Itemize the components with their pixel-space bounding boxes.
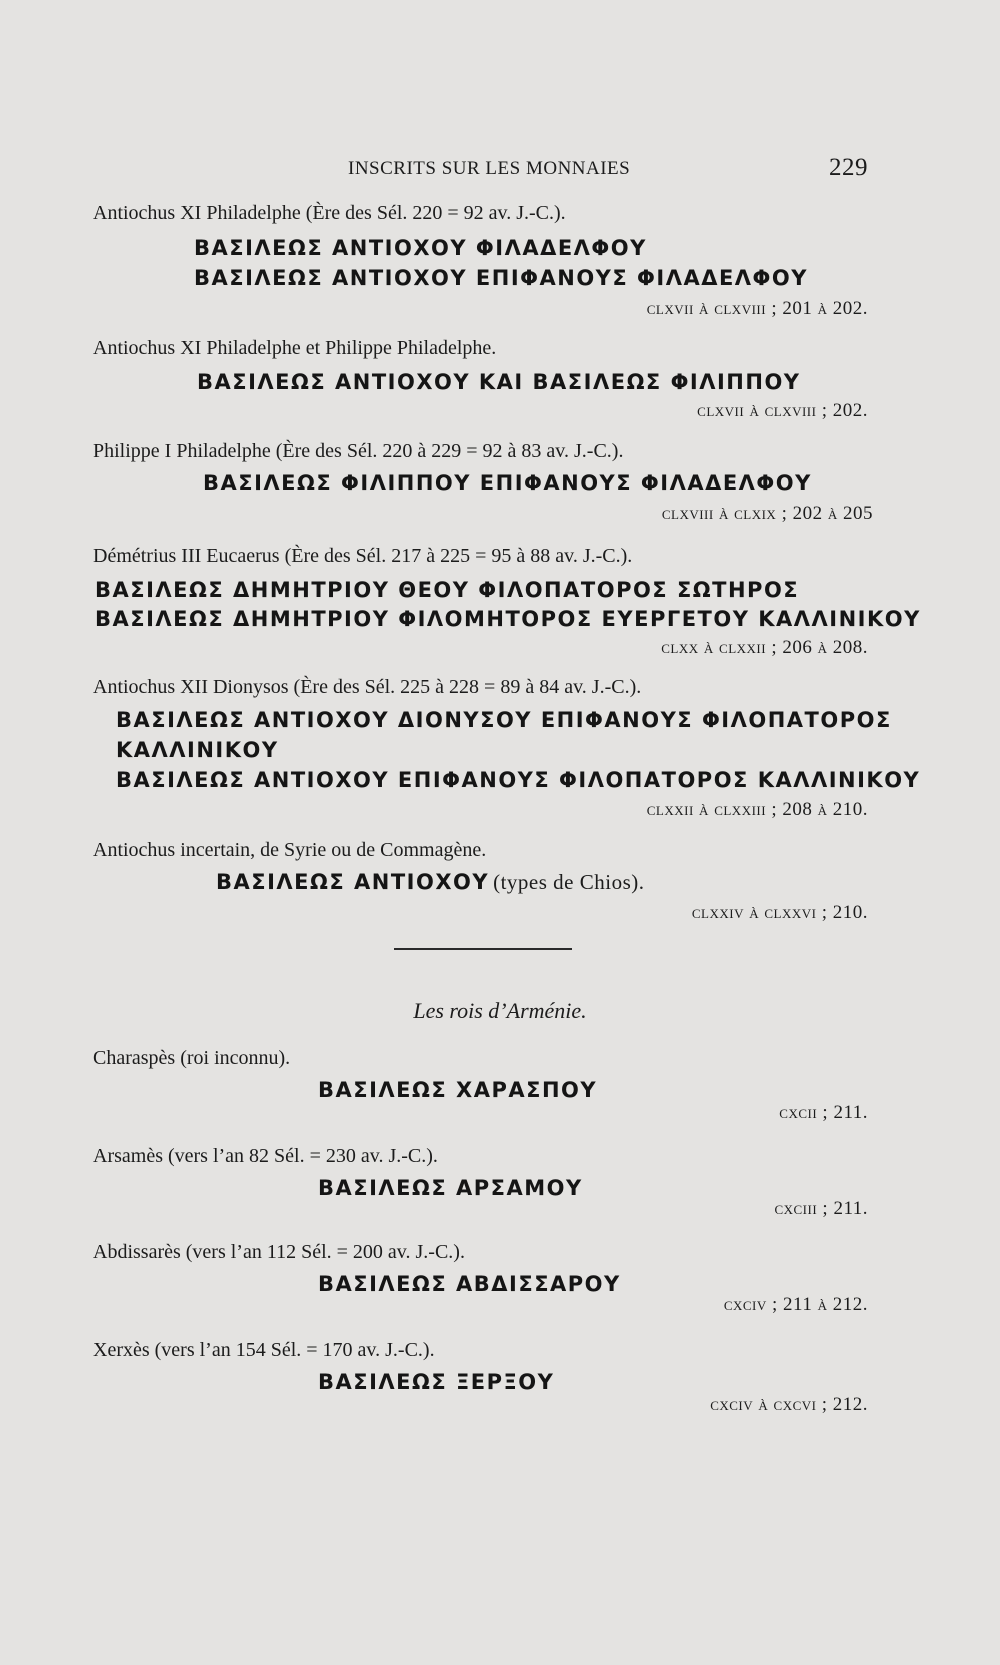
ruler-heading: Démétrius III Eucaerus (Ère des Sél. 217 à 225 = 95 à 88 av. J.-C.).: [93, 545, 633, 567]
coin-legend: ΒΑΣΙΛΕΩΣ ΑΝΤΙΟΧΟΥ ΔΙΟΝΥΣΟΥ ΕΠΙΦΑΝΟΥΣ ΦΙΛΟΠΑΤΟΡΟΣ: [116, 708, 892, 732]
coin-legend: ΒΑΣΙΛΕΩΣ ΑΝΤΙΟΧΟΥ ΕΠΙΦΑΝΟΥΣ ΦΙΛΟΠΑΤΟΡΟΣ ΚΑΛΛΙΝΙΚΟΥ: [116, 768, 921, 792]
coin-legend-row: [216, 870, 645, 895]
coin-legend: ΒΑΣΙΛΕΩΣ ΑΡΣΑΜΟΥ: [318, 1176, 583, 1200]
plate-reference: cxciii ; 211.: [774, 1198, 868, 1219]
ruler-heading: Charaspès (roi inconnu).: [93, 1047, 291, 1069]
coin-legend: ΒΑΣΙΛΕΩΣ ΞΕΡΞΟΥ: [318, 1370, 555, 1394]
ruler-heading: Arsamès (vers l’an 82 Sél. = 230 av. J.-C.).: [93, 1145, 438, 1167]
ruler-heading: Antiochus XI Philadelphe (Ère des Sél. 220 = 92 av. J.-C.).: [93, 202, 566, 224]
plate-reference: clxxii à clxxiii ; 208 à 210.: [646, 799, 868, 820]
coin-legend: ΒΑΣΙΛΕΩΣ ΑΝΤΙΟΧΟΥ ΚΑΙ ΒΑΣΙΛΕΩΣ ΦΙΛΙΠΠΟΥ: [197, 370, 801, 394]
ruler-heading: Antiochus incertain, de Syrie ou de Commagène.: [93, 839, 487, 861]
coin-legend: ΒΑΣΙΛΕΩΣ ΦΙΛΙΠΠΟΥ ΕΠΙΦΑΝΟΥΣ ΦΙΛΑΔΕΛΦΟΥ: [203, 471, 812, 495]
coin-legend: ΒΑΣΙΛΕΩΣ ΔΗΜΗΤΡΙΟΥ ΦΙΛΟΜΗΤΟΡΟΣ ΕΥΕΡΓΕΤΟΥ ΚΑΛΛΙΝΙΚΟΥ: [95, 607, 921, 631]
plate-reference: clxvii à clxviii ; 201 à 202.: [646, 298, 868, 319]
ruler-heading: Philippe I Philadelphe (Ère des Sél. 220 à 229 = 92 à 83 av. J.-C.).: [93, 440, 624, 462]
plate-reference: clxvii à clxviii ; 202.: [697, 400, 868, 421]
coin-legend: ΒΑΣΙΛΕΩΣ ΧΑΡΑΣΠΟΥ: [318, 1078, 598, 1102]
coin-legend: ΒΑΣΙΛΕΩΣ ΑΝΤΙΟΧΟΥ ΕΠΙΦΑΝΟΥΣ ΦΙΛΑΔΕΛΦΟΥ: [194, 266, 808, 290]
coin-legend: ΒΑΣΙΛΕΩΣ ΑΝΤΙΟΧΟΥ ΦΙΛΑΔΕΛΦΟΥ: [194, 236, 647, 260]
plate-reference: clxviii à clxix ; 202 à 205: [661, 503, 873, 524]
ruler-heading: Antiochus XII Dionysos (Ère des Sél. 225 à 228 = 89 à 84 av. J.-C.).: [93, 676, 642, 698]
plate-reference: cxciv ; 211 à 212.: [723, 1294, 868, 1315]
coin-legend: ΒΑΣΙΛΕΩΣ ΔΗΜΗΤΡΙΟΥ ΘΕΟΥ ΦΙΛΟΠΑΤΟΡΟΣ ΣΩΤΗΡΟΣ: [95, 578, 800, 602]
ruler-heading: Xerxès (vers l’an 154 Sél. = 170 av. J.-C.).: [93, 1339, 435, 1361]
coin-legend: ΚΑΛΛΙΝΙΚΟΥ: [116, 738, 279, 762]
ruler-heading: Antiochus XI Philadelphe et Philippe Philadelphe.: [93, 337, 497, 359]
plate-reference: cxciv à cxcvi ; 212.: [710, 1394, 868, 1415]
coin-legend: ΒΑΣΙΛΕΩΣ ΑΝΤΙΟΧΟΥ: [216, 870, 490, 894]
page-number: 229: [829, 154, 868, 181]
section-divider: [394, 948, 572, 950]
header-title: INSCRITS SUR LES MONNAIES: [348, 158, 631, 179]
legend-note: (types de Chios).: [493, 870, 645, 894]
plate-reference: clxx à clxxii ; 206 à 208.: [661, 637, 868, 658]
ruler-heading: Abdissarès (vers l’an 112 Sél. = 200 av. J.-C.).: [93, 1241, 465, 1263]
coin-legend: ΒΑΣΙΛΕΩΣ ΑΒΔΙΣΣΑΡΟΥ: [318, 1272, 621, 1296]
plate-reference: cxcii ; 211.: [779, 1102, 868, 1123]
plate-reference: clxxiv à clxxvi ; 210.: [691, 902, 868, 923]
section-title: Les rois d’Arménie.: [413, 998, 587, 1023]
